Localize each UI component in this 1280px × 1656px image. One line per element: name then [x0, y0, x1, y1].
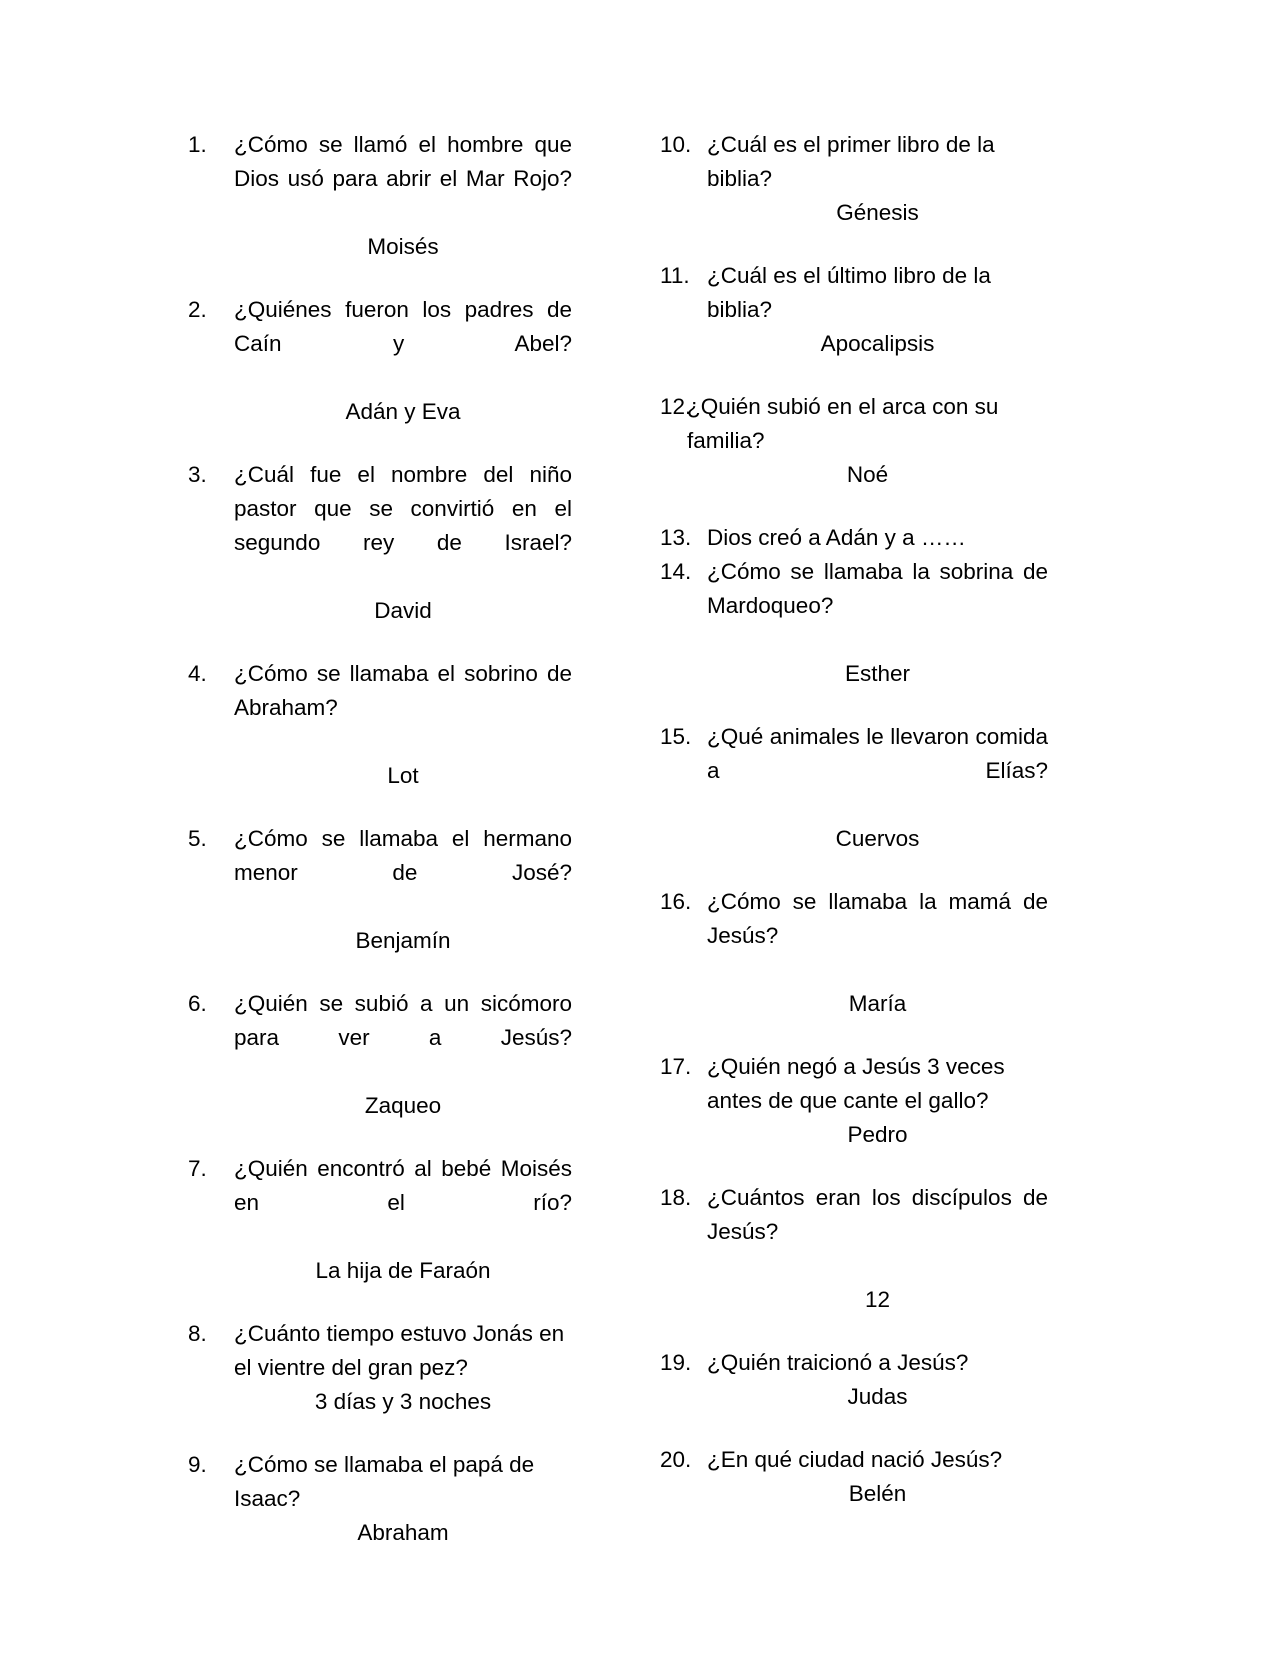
quiz-item: [660, 390, 1048, 492]
answer-text: Benjamín: [355, 928, 451, 953]
question-text: ¿Cómo se llamaba el hermano menor de José?: [234, 826, 572, 885]
question-row: [188, 1152, 572, 1254]
question-text: ¿En qué ciudad nació Jesús?: [707, 1447, 1003, 1472]
question-row: [188, 1448, 572, 1516]
item-number: 12.: [660, 394, 692, 419]
answer-text: Lot: [387, 763, 419, 788]
item-number: 11.: [660, 263, 690, 288]
quiz-item: [188, 128, 572, 264]
answer-text: Adán y Eva: [345, 399, 461, 424]
question-row: [188, 293, 572, 395]
question-text: ¿Quién subió en el arca con su familia?: [687, 394, 999, 453]
quiz-item: [660, 521, 1048, 555]
answer-text: María: [848, 991, 907, 1016]
question-row: [188, 987, 572, 1089]
quiz-item: [188, 1152, 572, 1288]
item-number: 14.: [660, 559, 692, 584]
item-number: 15.: [660, 724, 692, 749]
two-column-layout: [0, 128, 1280, 1579]
quiz-column-left: [0, 128, 640, 1579]
question-text: ¿Quién negó a Jesús 3 veces antes de que cante el gallo?: [707, 1054, 1005, 1113]
answer-text: 12: [864, 1287, 891, 1312]
answer-text: Génesis: [836, 200, 919, 225]
item-number: 10.: [660, 132, 692, 157]
question-text: ¿Quiénes fueron los padres de Caín y Abel?: [234, 297, 572, 356]
quiz-item: [660, 1181, 1048, 1317]
quiz-item: [188, 293, 572, 429]
answer-text: Noé: [846, 462, 889, 487]
answer-text: Judas: [847, 1384, 908, 1409]
answer-text: Apocalipsis: [820, 331, 935, 356]
item-number: 8.: [188, 1321, 207, 1346]
item-number: 16.: [660, 889, 692, 914]
quiz-item: [188, 822, 572, 958]
question-text: ¿Cómo se llamaba el sobrino de Abraham?: [234, 661, 572, 720]
answer-text: Cuervos: [835, 826, 920, 851]
item-number: 3.: [188, 462, 207, 487]
question-text: ¿Cómo se llamó el hombre que Dios usó para abrir el Mar Rojo?: [234, 132, 572, 191]
item-number: 20.: [660, 1447, 692, 1472]
answer-text: David: [374, 598, 432, 623]
question-row: [660, 1181, 1048, 1283]
question-row: [660, 885, 1048, 987]
quiz-item: [188, 458, 572, 628]
question-text: ¿Cuál fue el nombre del niño pastor que se convirtió en el segundo rey de Israel?: [234, 462, 572, 555]
quiz-item: [188, 657, 572, 793]
question-row: [660, 259, 1048, 327]
question-text: ¿Cómo se llamaba la mamá de Jesús?: [707, 889, 1048, 948]
question-text: ¿Cuántos eran los discípulos de Jesús?: [707, 1185, 1048, 1244]
quiz-item: [660, 128, 1048, 230]
item-number: 18.: [660, 1185, 692, 1210]
quiz-item: [660, 259, 1048, 361]
question-text: ¿Cómo se llamaba la sobrina de Mardoqueo?: [707, 559, 1048, 618]
quiz-item: [188, 1448, 572, 1550]
quiz-item: [660, 1050, 1048, 1152]
question-row: [188, 458, 572, 594]
quiz-item: [660, 885, 1048, 1021]
question-row: [660, 128, 1048, 196]
question-row: [188, 657, 572, 759]
answer-text: Moisés: [367, 234, 439, 259]
answer-text: Esther: [844, 661, 911, 686]
item-number: 2.: [188, 297, 207, 322]
quiz-item: [660, 720, 1048, 856]
question-row: [660, 555, 1048, 657]
question-row: [660, 521, 1048, 555]
question-text: Dios creó a Adán y a ……: [707, 525, 966, 550]
answer-text: Zaqueo: [364, 1093, 442, 1118]
question-text: ¿Cuál es el primer libro de la biblia?: [707, 132, 995, 191]
answer-text: 3 días y 3 noches: [314, 1389, 492, 1414]
quiz-column-right: [640, 128, 1280, 1540]
question-text: ¿Quién encontró al bebé Moisés en el río?: [234, 1156, 572, 1215]
answer-text: Pedro: [847, 1122, 908, 1147]
question-row: [660, 390, 1048, 458]
item-number: 9.: [188, 1452, 207, 1477]
quiz-item: [660, 1443, 1048, 1511]
item-number: 6.: [188, 991, 207, 1016]
question-text: ¿Qué animales le llevaron comida a Elías?: [707, 724, 1048, 783]
question-row: [660, 720, 1048, 822]
answer-text: La hija de Faraón: [315, 1258, 491, 1283]
question-row: [660, 1346, 1048, 1380]
question-row: [188, 822, 572, 924]
question-text: ¿Cuánto tiempo estuvo Jonás en el vientre del gran pez?: [234, 1321, 565, 1380]
question-text: ¿Cuál es el último libro de la biblia?: [707, 263, 991, 322]
answer-text: Abraham: [357, 1520, 449, 1545]
item-number: 4.: [188, 661, 207, 686]
question-row: [660, 1443, 1048, 1477]
answer-text: Belén: [848, 1481, 907, 1506]
quiz-item: [188, 987, 572, 1123]
item-number: 7.: [188, 1156, 207, 1181]
question-text: ¿Quién traicionó a Jesús?: [707, 1350, 969, 1375]
question-row: [188, 1317, 572, 1385]
quiz-item: [660, 555, 1048, 691]
item-number: 19.: [660, 1350, 692, 1375]
item-number: 5.: [188, 826, 207, 851]
item-number: 1.: [188, 132, 207, 157]
quiz-item: [188, 1317, 572, 1419]
item-number: 17.: [660, 1054, 692, 1079]
question-row: [188, 128, 572, 230]
question-text: ¿Cómo se llamaba el papá de Isaac?: [234, 1452, 535, 1511]
question-text: ¿Quién se subió a un sicómoro para ver a Jesús?: [234, 991, 572, 1050]
item-number: 13.: [660, 525, 692, 550]
quiz-item: [660, 1346, 1048, 1414]
question-row: [660, 1050, 1048, 1118]
